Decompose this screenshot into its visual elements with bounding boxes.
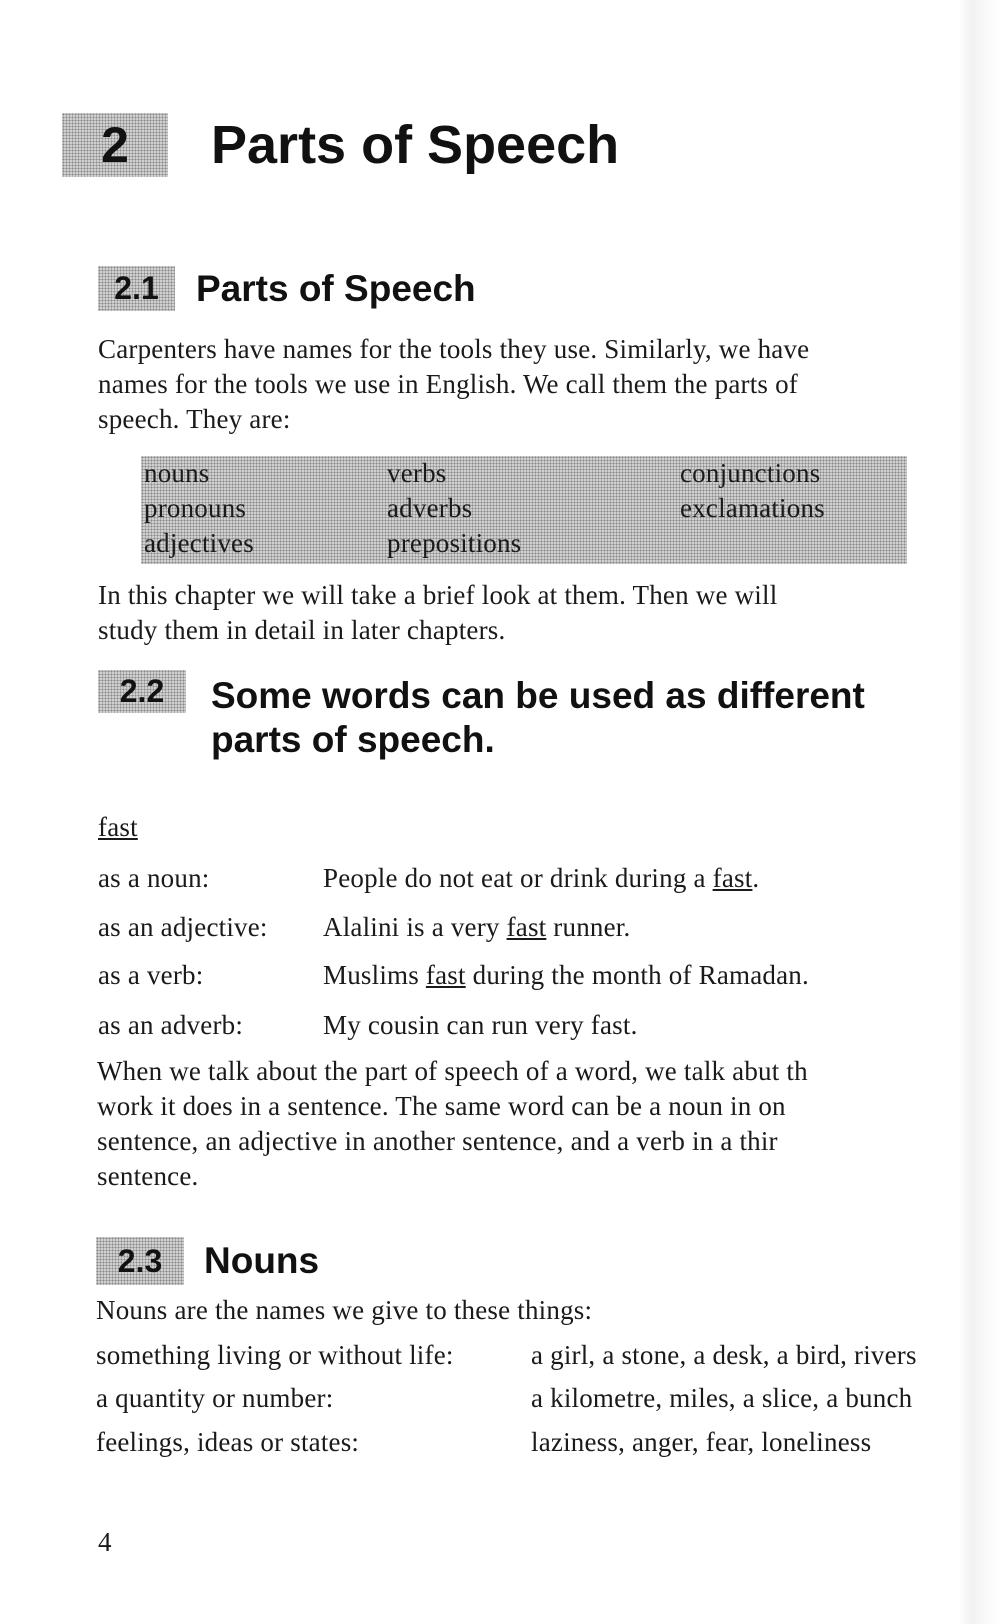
section-number-box bbox=[98, 266, 175, 311]
part-item: conjunctions bbox=[680, 458, 821, 488]
section-number: 2.2 bbox=[119, 673, 165, 709]
section-title bbox=[211, 674, 865, 762]
paragraph bbox=[97, 1054, 950, 1194]
chapter-number-box bbox=[62, 113, 168, 177]
paragraph-line: sentence, an adjective in another sentence, and a verb in a thir bbox=[97, 1126, 778, 1156]
section-number-box bbox=[98, 670, 186, 713]
noun-examples: a girl, a stone, a desk, a bird, rivers bbox=[531, 1340, 917, 1370]
noun-examples: laziness, anger, fear, loneliness bbox=[531, 1427, 872, 1457]
part-item: exclamations bbox=[680, 493, 825, 523]
section-number: 2.3 bbox=[117, 1242, 163, 1279]
example-label: as a noun: bbox=[98, 863, 210, 893]
example-sentence: My cousin can run very fast. bbox=[323, 1010, 638, 1040]
paragraph-line: work it does in a sentence. The same word can be a noun in on bbox=[97, 1091, 786, 1121]
chapter-number: 2 bbox=[101, 117, 129, 173]
section-title: Parts of Speech bbox=[196, 268, 476, 309]
section-title: Nouns bbox=[204, 1240, 320, 1281]
noun-row bbox=[96, 1338, 1000, 1373]
part-item: verbs bbox=[387, 458, 447, 488]
section-title-line: parts of speech. bbox=[211, 719, 495, 760]
paragraph: Nouns are the names we give to these things: bbox=[96, 1295, 593, 1325]
example-sentence: Muslims fast during the month of Ramadan. bbox=[323, 960, 809, 990]
part-item: adverbs bbox=[387, 493, 473, 523]
paragraph-line: names for the tools we use in English. We call them the parts of bbox=[98, 369, 798, 399]
paragraph bbox=[98, 332, 809, 437]
noun-examples: a kilometre, miles, a slice, a bunch bbox=[531, 1383, 913, 1413]
paragraph bbox=[98, 578, 777, 648]
paragraph-line: In this chapter we will take a brief look at them. Then we will bbox=[98, 580, 778, 610]
paragraph-line: speech. They are: bbox=[98, 404, 291, 434]
paragraph-line: sentence. bbox=[97, 1161, 199, 1191]
example-label: as a verb: bbox=[98, 960, 204, 990]
section-title-line: Some words can be used as different bbox=[211, 675, 865, 716]
page-number: 4 bbox=[98, 1527, 112, 1557]
noun-category: a quantity or number: bbox=[96, 1383, 334, 1413]
example-sentence: People do not eat or drink during a fast. bbox=[323, 863, 760, 893]
section-number: 2.1 bbox=[114, 270, 159, 306]
noun-row bbox=[96, 1381, 1000, 1416]
noun-category: feelings, ideas or states: bbox=[96, 1427, 360, 1457]
part-item: adjectives bbox=[144, 528, 254, 558]
paragraph-line: study them in detail in later chapters. bbox=[98, 615, 506, 645]
paragraph-line: When we talk about the part of speech of a word, we talk abut th bbox=[97, 1056, 808, 1086]
part-item: nouns bbox=[144, 458, 210, 488]
section-number-box bbox=[96, 1237, 184, 1285]
part-item: prepositions bbox=[387, 528, 522, 558]
part-item: pronouns bbox=[144, 493, 247, 523]
example-sentence: Alalini is a very fast runner. bbox=[323, 912, 631, 942]
paragraph-line: Carpenters have names for the tools they use. Similarly, we have bbox=[98, 334, 810, 364]
noun-row bbox=[96, 1425, 1000, 1460]
example-word: fast bbox=[98, 812, 138, 842]
example-label: as an adjective: bbox=[98, 912, 268, 942]
example-label: as an adverb: bbox=[98, 1010, 244, 1040]
noun-category: something living or without life: bbox=[96, 1340, 454, 1370]
chapter-title: Parts of Speech bbox=[211, 115, 620, 175]
